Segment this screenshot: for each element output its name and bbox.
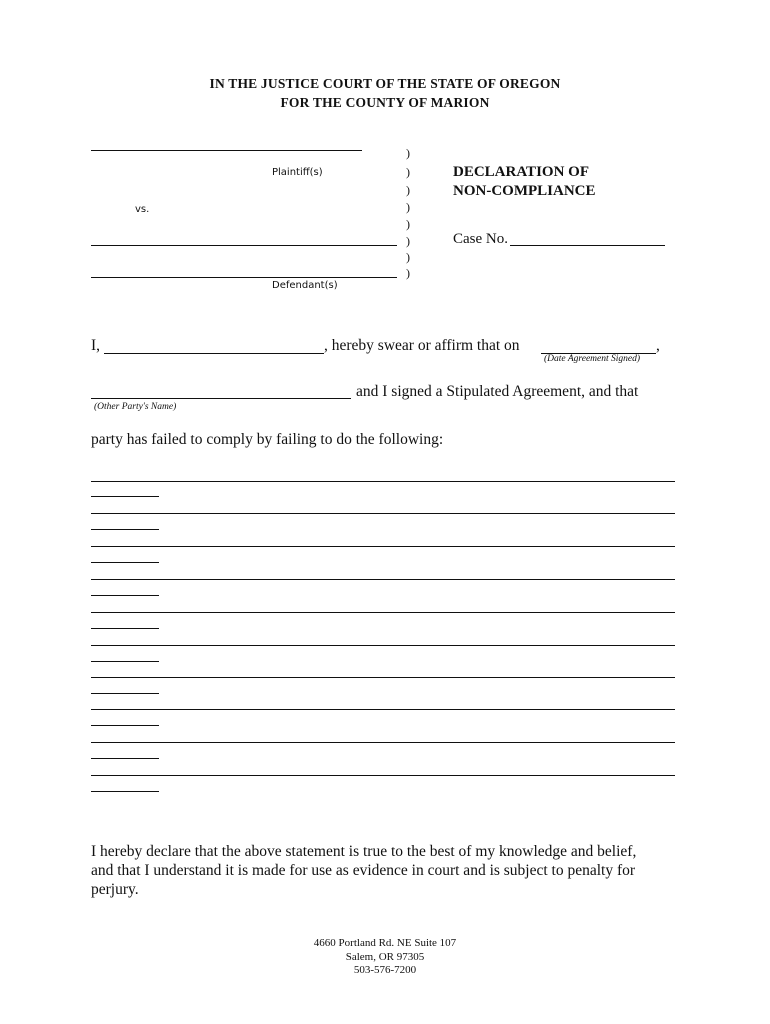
- description-line[interactable]: [91, 612, 675, 613]
- plaintiff-label: Plaintiff(s): [272, 167, 323, 178]
- caption-paren: ): [406, 266, 410, 280]
- caption-paren: ): [406, 165, 410, 179]
- document-title-line2: NON-COMPLIANCE: [453, 183, 596, 199]
- document-title-line1: DECLARATION OF: [453, 164, 589, 180]
- description-line[interactable]: [91, 742, 675, 743]
- description-line[interactable]: [91, 709, 675, 710]
- description-line-short[interactable]: [91, 725, 159, 726]
- plaintiff-name-field[interactable]: [91, 150, 362, 151]
- description-line-short[interactable]: [91, 628, 159, 629]
- description-line[interactable]: [91, 481, 675, 482]
- description-line[interactable]: [91, 579, 675, 580]
- description-line[interactable]: [91, 546, 675, 547]
- description-line[interactable]: [91, 775, 675, 776]
- statement-intro-mid: , hereby swear or affirm that on: [324, 337, 520, 354]
- statement-intro-end: ,: [656, 337, 660, 354]
- description-line-short[interactable]: [91, 791, 159, 792]
- declarant-name-field[interactable]: [104, 353, 324, 354]
- defendant-label: Defendant(s): [272, 280, 338, 291]
- caption-paren: ): [406, 234, 410, 248]
- footer-phone: 503-576-7200: [353, 964, 417, 976]
- caption-paren: ): [406, 200, 410, 214]
- declaration-line1: I hereby declare that the above statement is true to the best of my knowledge and belief,: [91, 843, 637, 860]
- footer-address-line2: Salem, OR 97305: [345, 951, 425, 963]
- statement-line3: party has failed to comply by failing to do the following:: [91, 431, 444, 448]
- description-line-short[interactable]: [91, 595, 159, 596]
- caption-paren: ): [406, 217, 410, 231]
- vs-label: vs.: [135, 204, 150, 215]
- description-line[interactable]: [91, 513, 675, 514]
- description-line-short[interactable]: [91, 562, 159, 563]
- other-party-name-field[interactable]: [91, 398, 351, 399]
- statement-intro-start: I,: [91, 337, 101, 354]
- caption-paren: ): [406, 250, 410, 264]
- caption-paren: ): [406, 146, 410, 160]
- description-line-short[interactable]: [91, 529, 159, 530]
- court-name-line1: IN THE JUSTICE COURT OF THE STATE OF OREGON: [209, 76, 561, 91]
- caption-paren: ): [406, 183, 410, 197]
- declaration-line2: and that I understand it is made for use as evidence in court and is subject to penalty for: [91, 862, 636, 879]
- description-line[interactable]: [91, 645, 675, 646]
- declaration-line3: perjury.: [91, 881, 139, 898]
- description-line[interactable]: [91, 677, 675, 678]
- defendant-name-field-2[interactable]: [91, 277, 397, 278]
- statement-line2: and I signed a Stipulated Agreement, and that: [356, 383, 639, 400]
- case-number-field[interactable]: [510, 245, 665, 246]
- other-party-caption: (Other Party's Name): [94, 402, 177, 412]
- description-line-short[interactable]: [91, 758, 159, 759]
- description-line-short[interactable]: [91, 661, 159, 662]
- footer-address-line1: 4660 Portland Rd. NE Suite 107: [313, 937, 457, 949]
- description-line-short[interactable]: [91, 496, 159, 497]
- court-name-line2: FOR THE COUNTY OF MARION: [280, 95, 490, 110]
- date-caption: (Date Agreement Signed): [544, 354, 641, 364]
- description-line-short[interactable]: [91, 693, 159, 694]
- defendant-name-field-1[interactable]: [91, 245, 397, 246]
- case-number-label: Case No.: [453, 231, 508, 247]
